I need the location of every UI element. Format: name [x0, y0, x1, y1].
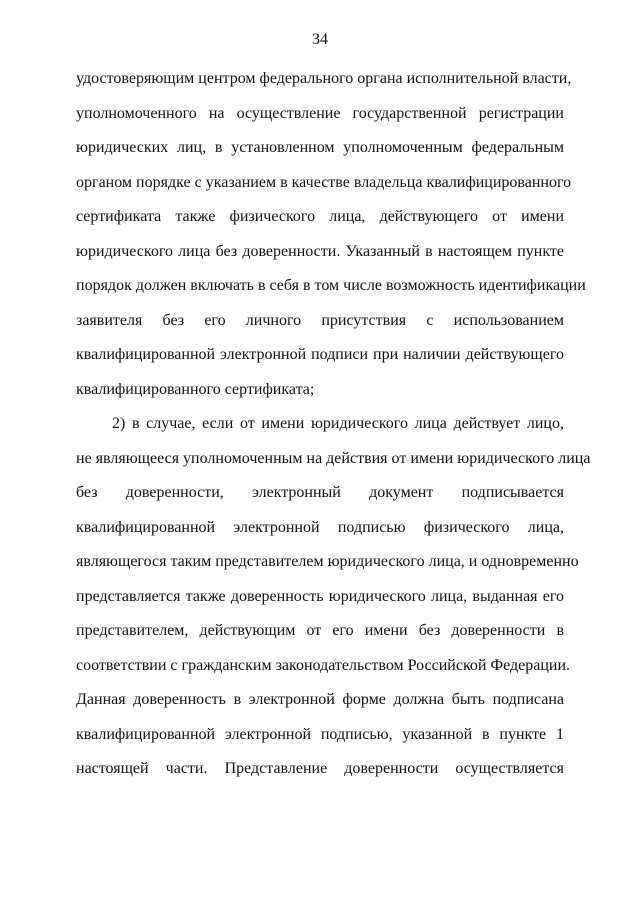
text-line: квалифицированной электронной подписью, указанной в пункте 1 — [76, 725, 564, 743]
text-line: удостоверяющим центром федерального органа исполнительной власти, — [76, 70, 572, 87]
paragraph-2 — [76, 407, 591, 787]
text-line: порядок должен включать в себя в том числе возможность идентификации — [76, 277, 586, 294]
text-line: не являющееся уполномоченным на действия от имени юридического лица — [76, 449, 591, 467]
text-line: органом порядке с указанием в качестве владельца квалифицированного — [76, 173, 572, 191]
paragraph-1 — [76, 62, 586, 407]
text-line: представителем, действующим от его имени без доверенности в — [76, 622, 564, 639]
document-body — [76, 62, 591, 787]
text-line: квалифицированной электронной подписью физического лица, — [76, 518, 564, 536]
text-line: заявителя без его личного присутствия с использованием — [76, 311, 564, 329]
text-line: квалифицированной электронной подписи при наличии действующего — [76, 346, 564, 363]
text-line: настоящей части. Представление доверенности осуществляется — [76, 760, 564, 777]
text-line: соответствии с гражданским законодательством Российской Федерации. — [76, 656, 571, 674]
text-line: Данная доверенность в электронной форме должна быть подписана — [76, 691, 564, 708]
page-number: 34 — [312, 31, 328, 48]
text-line: юридических лиц, в установленном уполномоченным федеральным — [76, 139, 564, 156]
text-line: 2) в случае, если от имени юридического лица действует лицо, — [112, 415, 564, 432]
text-line: квалифицированного сертификата; — [76, 380, 315, 398]
text-line: юридического лица без доверенности. Указанный в настоящем пункте — [76, 242, 564, 260]
text-line: без доверенности, электронный документ подписывается — [76, 484, 564, 501]
text-line: уполномоченного на осуществление государственной регистрации — [76, 104, 564, 122]
text-line: представляется также доверенность юридического лица, выданная его — [76, 587, 564, 605]
text-line: сертификата также физического лица, действующего от имени — [76, 208, 564, 225]
text-line: являющегося таким представителем юридического лица, и одновременно — [76, 553, 579, 570]
